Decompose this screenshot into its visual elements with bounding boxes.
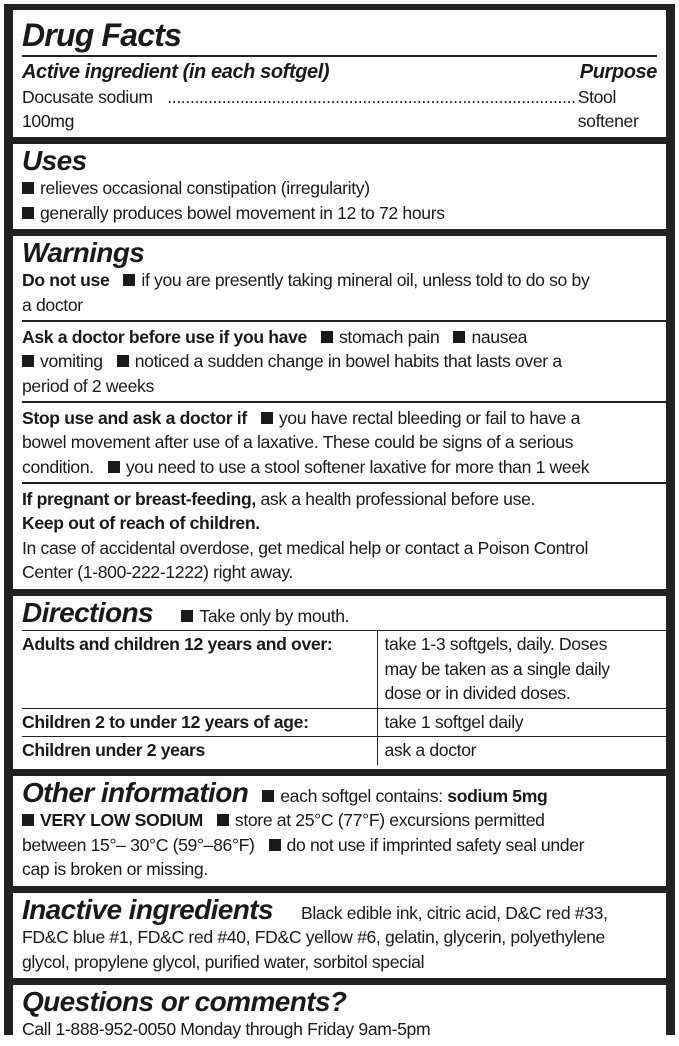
dosage-group: Adults and children 12 years and over:: [22, 634, 333, 654]
active-heading-row: [22, 59, 657, 85]
other-info-line: between 15°– 30°C (59°–86°F) do not use if imprinted safety seal under: [22, 834, 585, 855]
stop-use-label: Stop use and ask a doctor if: [22, 407, 247, 428]
bullet-icon: [262, 790, 274, 802]
questions-heading: Questions or comments?: [22, 986, 347, 1017]
dosage-instructions: ask a doctor: [377, 737, 666, 765]
uses-section: [13, 144, 666, 229]
inactive-ingredients-heading: Inactive ingredients: [22, 893, 273, 925]
bullet-icon: [217, 814, 229, 826]
title-divider: [22, 55, 657, 57]
bullet-icon: [108, 461, 120, 473]
questions-section: [13, 985, 666, 1046]
bullet-icon: [22, 207, 34, 219]
dosage-instructions: take 1-3 softgels, daily. Doses may be taken as a single daily dose or in divided doses.: [377, 631, 666, 709]
warnings-divider: [22, 401, 666, 403]
bullet-icon: [181, 610, 193, 622]
bullet-icon: [117, 355, 129, 367]
bullet-icon: [22, 814, 34, 826]
directions-table: [22, 630, 666, 765]
other-info-line: cap is broken or missing.: [22, 859, 208, 879]
do-not-use-continuation: a doctor: [22, 294, 83, 315]
bullet-icon: [22, 182, 34, 194]
ask-doctor-line: vomiting noticed a sudden change in bowel habits that lasts over a: [22, 349, 657, 374]
ask-doctor-continuation: period of 2 weeks: [22, 375, 154, 396]
bullet-icon: [453, 331, 465, 343]
uses-heading: Uses: [22, 145, 87, 176]
overdose-text: In case of accidental overdose, get medical help or contact a Poison Control: [22, 537, 589, 558]
pregnant-line: If pregnant or breast-feeding, ask a health professional before use.: [22, 488, 536, 509]
warnings-heading: Warnings: [22, 237, 145, 268]
keep-out-of-reach: Keep out of reach of children.: [22, 513, 260, 533]
active-ingredient-section: [13, 10, 666, 137]
active-ingredient-purpose: Stool softener: [577, 87, 639, 131]
inactive-ingredients-section: [13, 893, 666, 979]
dot-leader: ..........................................................................................: [167, 87, 576, 107]
uses-item: relieves occasional constipation (irregularity): [22, 176, 657, 201]
active-ingredient-row: [22, 85, 657, 133]
inactive-line: FD&C blue #1, FD&C red #40, FD&C yellow #6, gelatin, glycerin, polyethylene: [22, 927, 605, 947]
stop-use-continuation: bowel movement after use of a laxative. These could be signs of a serious: [22, 432, 574, 452]
dosage-instructions: take 1 softgel daily: [377, 708, 666, 737]
table-row: [22, 631, 666, 709]
table-row: [22, 708, 666, 737]
bullet-icon: [22, 355, 34, 367]
overdose-text: Center (1-800-222-1222) right away.: [22, 562, 294, 582]
active-ingredient-name: Docusate sodium 100mg: [22, 87, 153, 131]
bullet-icon: [321, 331, 333, 343]
do-not-use-line: Do not use if you are presently taking mineral oil, unless told to do so by: [22, 270, 590, 290]
dosage-group: Children 2 to under 12 years of age:: [22, 711, 309, 732]
ask-doctor-line: Ask a doctor before use if you have stomach pain nausea: [22, 326, 528, 347]
stop-use-line: condition. you need to use a stool softener laxative for more than 1 week: [22, 456, 590, 477]
dosage-group: Children under 2 years: [22, 740, 205, 760]
table-row: [22, 737, 666, 765]
other-information-section: [13, 776, 666, 886]
directions-section: [13, 596, 666, 769]
other-information-heading: Other information: [22, 776, 249, 808]
purpose-heading: Purpose: [579, 61, 657, 83]
active-ingredient-heading: Active ingredient (in each softgel): [22, 61, 330, 83]
directions-heading: Directions: [22, 596, 153, 628]
directions-heading-row: Directions Take only by mouth.: [22, 596, 350, 628]
other-info-line: VERY LOW SODIUM store at 25°C (77°F) excursions permitted: [22, 808, 657, 833]
inactive-line: glycol, propylene glycol, purified water, sorbitol special: [22, 951, 425, 972]
ask-doctor-label: Ask a doctor before use if you have: [22, 326, 307, 347]
uses-item: generally produces bowel movement in 12 to 72 hours: [22, 201, 657, 226]
stop-use-line: Stop use and ask a doctor if you have rectal bleeding or fail to have a: [22, 407, 581, 428]
do-not-use-label: Do not use: [22, 270, 110, 290]
drug-facts-panel: [4, 4, 675, 1039]
bullet-icon: [261, 412, 273, 424]
page-title: Drug Facts: [22, 17, 182, 53]
questions-text: Call 1-888-952-0050 Monday through Friday 9am-5pm: [22, 1019, 431, 1039]
pregnant-label: If pregnant or breast-feeding,: [22, 488, 256, 509]
bullet-icon: [269, 839, 281, 851]
warnings-section: [13, 236, 666, 589]
warnings-divider: [22, 482, 666, 484]
inactive-line: Inactive ingredients Black edible ink, citric acid, D&C red #33,: [22, 893, 608, 925]
bullet-icon: [123, 274, 135, 286]
other-info-line: Other information each softgel contains: sodium 5mg: [22, 776, 548, 808]
warnings-divider: [22, 320, 666, 322]
